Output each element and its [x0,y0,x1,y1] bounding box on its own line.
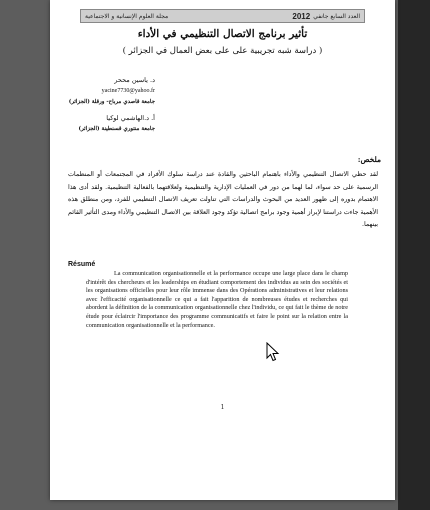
author-2-name: أ. د.الهاشمي لوكيا [106,114,155,122]
author-block [55,75,155,135]
author-1-email[interactable]: yacine7730@yahoo.fr [101,88,155,94]
issue-label: العدد السابع جانفي [313,12,360,20]
pdf-page[interactable] [50,0,395,500]
arabic-abstract-heading: ملخص: [357,155,381,164]
author-1-name: د. ياسين مححر [114,76,155,84]
page-number: 1 [220,404,225,411]
journal-header [80,9,365,23]
viewer-side-panel [398,0,430,510]
issue-year: 2012 [292,11,311,21]
french-abstract-heading: Résumé [68,261,96,268]
french-abstract-body [86,270,348,330]
mouse-pointer-icon [266,342,280,362]
journal-name: مجلة العلوم الإنسانية و الاجتماعية [85,12,169,20]
article-title: تأثير برنامج الاتصال التنظيمي في الأداء [137,28,308,40]
arabic-abstract-text: لقد حظي الاتصال التنظيمي والأداء باهتمام الباحثين والقادة عند دراسة سلوك الأفراد في المجتمعات أو المنظمات الرسمية على حد سواء، لما لهما من دور في العمليات الإدارية والتنظيمية ولعلاقتهما بالفعالية التنظيمية. ولقد أدى هذا الاهتمام بدوره إلى ظهور العديد من البحوث والدراسات التي تناولت تعريف الاتصال التنظيمي للفرد، ومن منطلق هذه الأهمية جاءت دراستنا لإبراز أهمية وجود برامج اتصالية تؤكد وجود العلاقة بين الاتصال التنظيمي والأداء ومدى التأثير القائم بينهما. [68,171,378,229]
author-1-affiliation: جامعة قاصدي مرباح- ورقلة (الجزائر) [68,99,155,105]
french-abstract-text: La communication organisationnelle et la performance occupe une large place dans le champ d'intérêt des chercheurs et les leaderships en étudiant comportement des individus au sein des sociétés et les organisations officielles pour leur rôle immense dans des Opérations administratives et leur relations avec l'efficacité organisationnelle ce qui a fait l'apparition de nombreuses études et recherches qui abordent la définition de la communication organisationnelle chez l'individu, ce qui fait le thème de notre étude pour éclaircir l'importance des programme communicatifs et faire le point sur la relation entre la communication organisationnelle et la performance. [86,270,348,329]
article-subtitle: ( دراسة شبه تجريبية على على بعض العمال في الجزائر ) [122,46,323,56]
author-2-affiliation: جامعة منتوري قسنطينة (الجزائر) [78,126,155,132]
issue-info [292,12,360,21]
